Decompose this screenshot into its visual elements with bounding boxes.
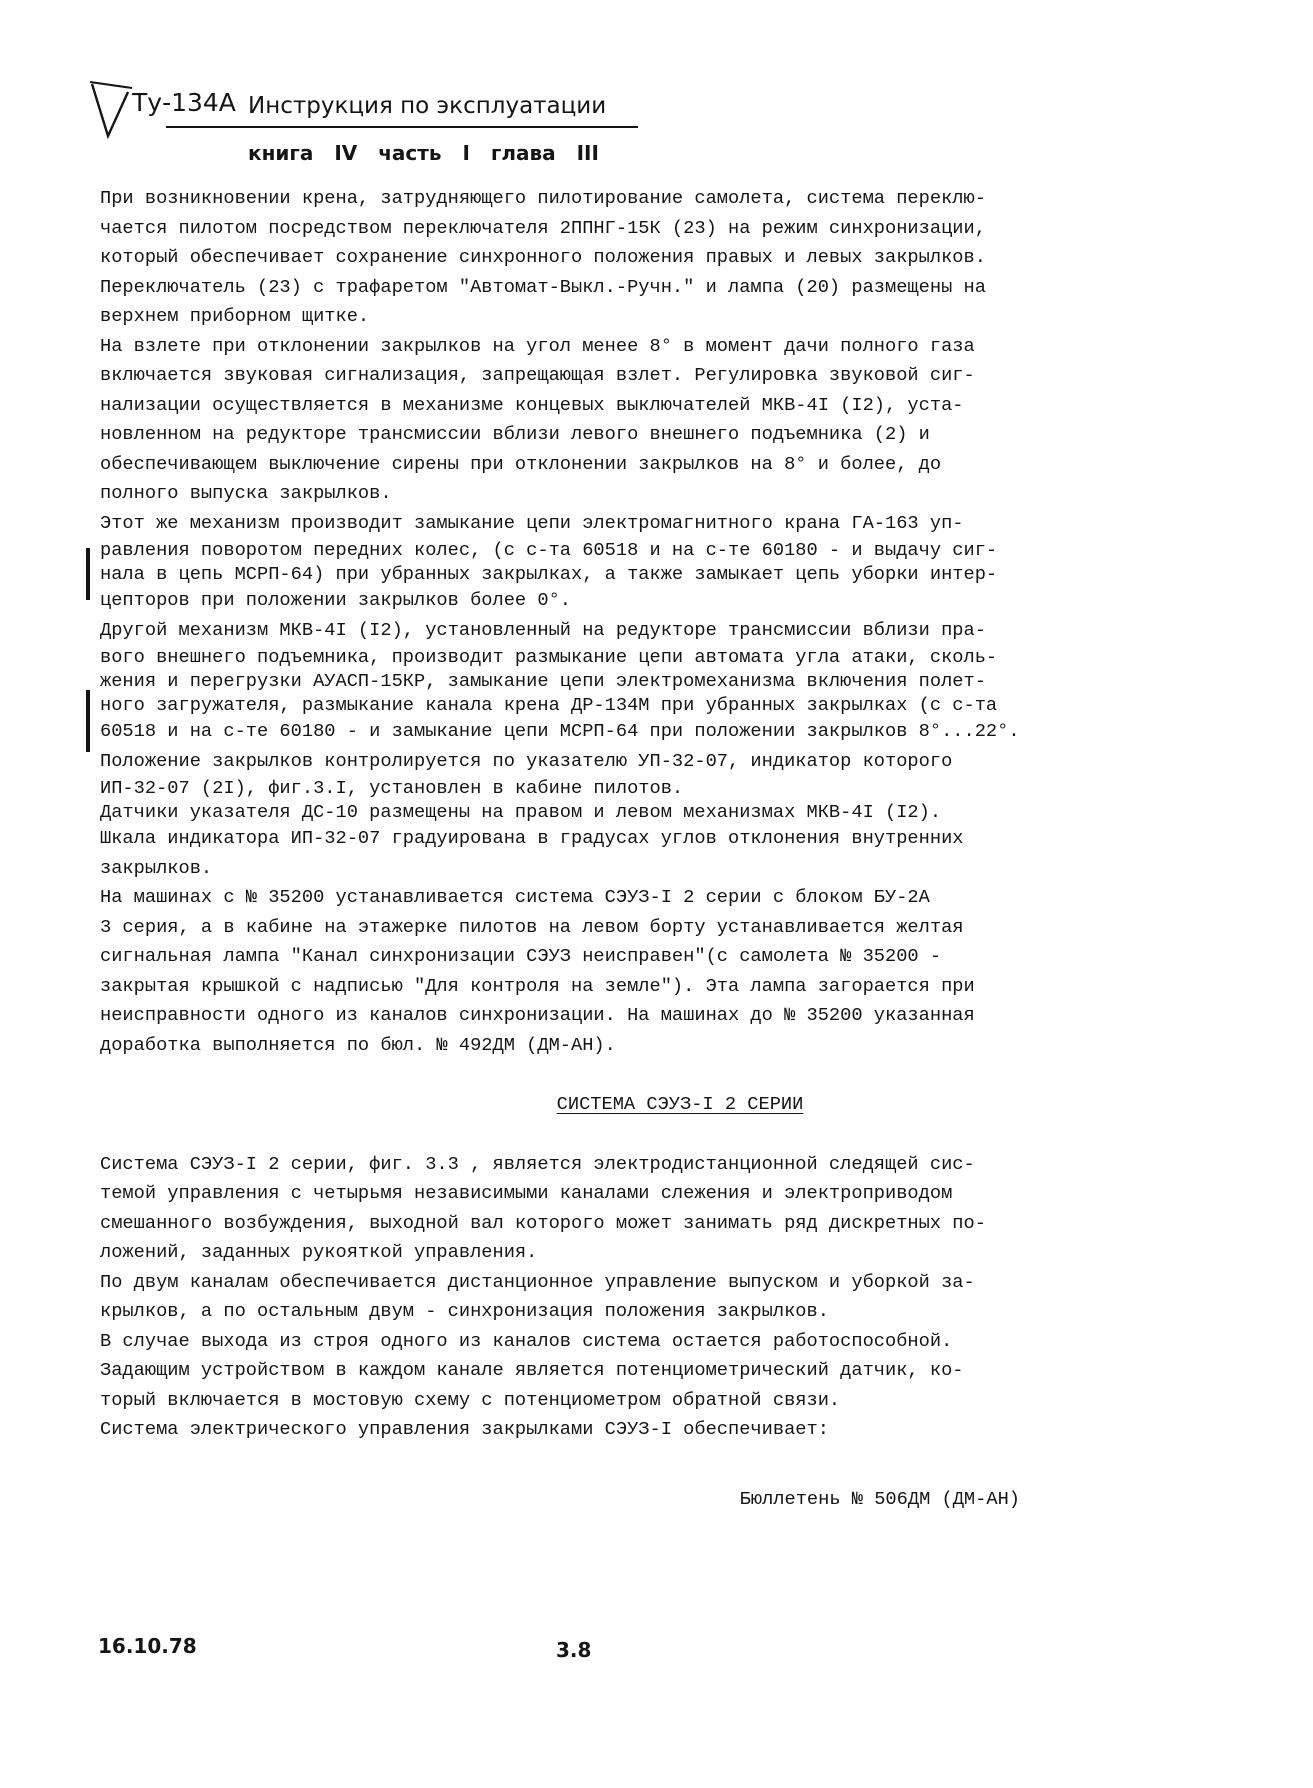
text-line: крылков, а по остальным двум - синхронизация положения закрылков. [100, 1300, 829, 1322]
paragraph [100, 747, 1140, 884]
text-line: закрытая крышкой с надписью "Для контроля на земле"). Эта лампа загорается при [100, 974, 975, 997]
spacer [100, 1120, 1140, 1150]
aircraft-model: Ту-134А [132, 88, 236, 117]
text-line: Датчики указателя ДС-10 размещены на правом и левом механизмах МКВ-4I (I2). [100, 801, 942, 823]
text-line: нализации осуществляется в механизме концевых выключателей МКВ-4I (I2), уста- [100, 393, 964, 416]
paragraph [100, 1356, 1140, 1415]
text-line: верхнем приборном щитке. [100, 305, 370, 327]
paragraph [100, 616, 1140, 747]
emblem-mark-icon [88, 78, 136, 142]
text-line: Система СЭУЗ-I 2 серии, фиг. 3.3 , является электродистанционной следящей сис- [100, 1152, 975, 1175]
document-subtitle: книга IV часть I глава III [248, 141, 599, 165]
bulletin-reference: Бюллетень № 506ДМ (ДМ-АН) [739, 1487, 1020, 1510]
text-line: Система электрического управления закрылками СЭУЗ-I обеспечивает: [100, 1418, 829, 1440]
text-line: равления поворотом передних колес, (с с-та 60518 и на с-те 60180 - и выдачу сиг- [100, 539, 998, 561]
page-number: 3.8 [556, 1638, 592, 1662]
text-line: торый включается в мостовую схему с потенциометром обратной связи. [100, 1388, 841, 1411]
text-line: Положение закрылков контролируется по указателю УП-32-07, индикатор которого [100, 749, 953, 772]
paragraph [100, 509, 1140, 616]
text-line: В случае выхода из строя одного из каналов система остается работоспособной. [100, 1329, 953, 1352]
document-body [100, 184, 1140, 1514]
text-line: смешанного возбуждения, выходной вал которого может занимать ряд дискретных по- [100, 1211, 986, 1234]
text-line: полного выпуска закрылков. [100, 482, 392, 504]
text-line: вого внешнего подъемника, производит размыкание цепи автомата угла атаки, сколь- [100, 646, 998, 668]
text-line: Задающим устройством в каждом канале является потенциометрический датчик, ко- [100, 1359, 964, 1381]
text-line: чается пилотом посредством переключателя 2ППНГ-15К (23) на режим синхронизации, [100, 216, 986, 239]
revision-bar [86, 690, 90, 752]
text-line: цепторов при положении закрылков более 0°. [100, 589, 572, 611]
text-line: Переключатель (23) с трафаретом "Автомат-Выкл.-Ручн." и лампа (20) размещены на [100, 275, 986, 298]
text-line: На машинах с № 35200 устанавливается система СЭУЗ-I 2 серии с блоком БУ-2А [100, 886, 930, 908]
text-line: ИП-32-07 (2I), фиг.3.I, установлен в кабине пилотов. [100, 777, 684, 799]
spacer [100, 1445, 1140, 1485]
text-line: включается звуковая сигнализация, запрещающая взлет. Регулировка звуковой сиг- [100, 364, 975, 386]
paragraph [100, 1415, 1140, 1445]
revision-bar [86, 548, 90, 600]
text-line: доработка выполняется по бюл. № 492ДМ (ДМ-АН). [100, 1033, 616, 1056]
text-line: обеспечивающем выключение сирены при отклонении закрылков на 8° и более, до [100, 452, 942, 475]
paragraph [100, 883, 1140, 1060]
text-line: ложений, заданных рукояткой управления. [100, 1241, 538, 1263]
paragraph [100, 1268, 1140, 1327]
text-line: нала в цепь МСРП-64) при убранных закрылках, а также замыкает цепь уборки интер- [100, 563, 998, 585]
paragraph [100, 332, 1140, 509]
text-line: ного загружателя, размыкание канала крена ДР-134М при убранных закрылках (с с-та [100, 694, 998, 716]
text-line: Другой механизм МКВ-4I (I2), установленный на редукторе трансмиссии вблизи пра- [100, 618, 986, 641]
paragraph [100, 184, 1140, 332]
document-header [88, 78, 648, 168]
text-line: сигнальная лампа "Канал синхронизации СЭУЗ неисправен"(с самолета № 35200 - [100, 945, 942, 967]
footer-date: 16.10.78 [98, 1634, 197, 1658]
header-rule [166, 126, 638, 128]
text-line: Шкала индикатора ИП-32-07 градуирована в градусах углов отклонения внутренних [100, 827, 964, 849]
document-title: Инструкция по эксплуатации [248, 93, 607, 119]
text-line: На взлете при отклонении закрылков на угол менее 8° в момент дачи полного газа [100, 334, 975, 357]
text-line: новленном на редукторе трансмиссии вблизи левого внешнего подъемника (2) и [100, 423, 930, 445]
section-title: СИСТЕМА СЭУЗ-I 2 СЕРИИ [556, 1093, 804, 1115]
text-line: жения и перегрузки АУАСП-15КР, замыкание цепи электромеханизма включения полет- [100, 670, 986, 692]
text-line: 3 серия, а в кабине на этажерке пилотов на левом борту устанавливается желтая [100, 915, 964, 938]
text-line: закрылков. [100, 856, 213, 879]
text-line: который обеспечивает сохранение синхронного положения правых и левых закрылков. [100, 246, 986, 268]
text-line: неисправности одного из каналов синхронизации. На машинах до № 35200 указанная [100, 1004, 975, 1026]
paragraph [100, 1150, 1140, 1268]
text-line: При возникновении крена, затрудняющего пилотирование самолета, система переклю- [100, 187, 986, 209]
text-line: 60518 и на с-те 60180 - и замыкание цепи МСРП-64 при положении закрылков 8°...22°. [100, 720, 1020, 742]
text-line: Этот же механизм производит замыкание цепи электромагнитного крана ГА-163 уп- [100, 511, 964, 534]
spacer [100, 1060, 1140, 1090]
text-line: темой управления с четырьмя независимыми каналами слежения и электроприводом [100, 1182, 953, 1204]
text-line: По двум каналам обеспечивается дистанционное управление выпуском и уборкой за- [100, 1270, 975, 1293]
paragraph [100, 1327, 1140, 1357]
